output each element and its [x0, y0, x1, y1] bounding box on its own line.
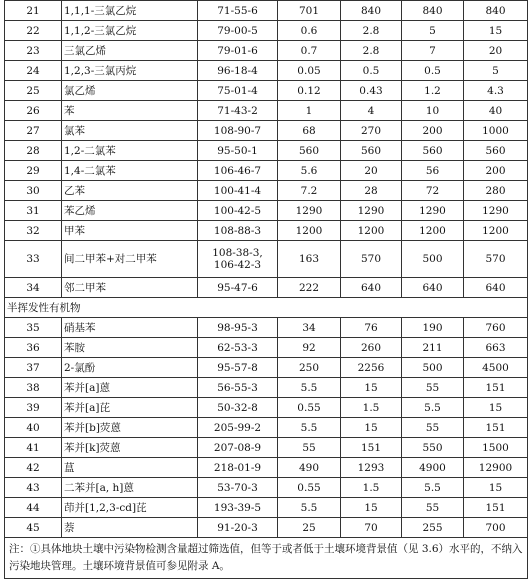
value-col-3: 550	[402, 438, 464, 458]
value-col-1: 5.5	[278, 498, 341, 518]
row-number: 30	[5, 181, 62, 201]
cas-number: 56-55-3	[198, 378, 278, 398]
value-col-2: 0.43	[341, 81, 402, 101]
table-row	[5, 458, 528, 478]
value-col-4: 40	[464, 101, 528, 121]
value-col-1: 250	[278, 358, 341, 378]
value-col-4: 1200	[464, 221, 528, 241]
cas-number: 218-01-9	[198, 458, 278, 478]
value-col-1: 490	[278, 458, 341, 478]
table-row	[5, 181, 528, 201]
row-number: 33	[5, 241, 62, 278]
value-col-3: 55	[402, 418, 464, 438]
value-col-1: 222	[278, 278, 341, 298]
value-col-1: 34	[278, 318, 341, 338]
table-row	[5, 41, 528, 61]
row-number: 24	[5, 61, 62, 81]
row-number: 39	[5, 398, 62, 418]
pollutant-screening-table	[4, 0, 528, 579]
cas-number: 205-99-2	[198, 418, 278, 438]
pollutant-name: 1,2-二氯苯	[62, 141, 198, 161]
table-row	[5, 318, 528, 338]
pollutant-name: 蒀	[62, 458, 198, 478]
value-col-3: 0.5	[402, 61, 464, 81]
value-col-2: 1200	[341, 221, 402, 241]
value-col-2: 2.8	[341, 41, 402, 61]
value-col-1: 1	[278, 101, 341, 121]
value-col-2: 15	[341, 378, 402, 398]
table-footnote: 注：①具体地块土壤中污染物检测含量超过筛选值，但等于或者低于土壤环境背景值（见 3.6）水平的，不纳入污染地块管理。土壤环境背景值可参见附录 A。	[5, 538, 528, 579]
table-row	[5, 121, 528, 141]
value-col-4: 151	[464, 418, 528, 438]
table-row	[5, 1, 528, 21]
row-number: 44	[5, 498, 62, 518]
cas-number: 71-55-6	[198, 1, 278, 21]
value-col-4: 20	[464, 41, 528, 61]
value-col-1: 0.6	[278, 21, 341, 41]
table-row	[5, 378, 528, 398]
value-col-4: 4500	[464, 358, 528, 378]
value-col-2: 1.5	[341, 398, 402, 418]
table-row	[5, 518, 528, 538]
value-col-3: 1.2	[402, 81, 464, 101]
cas-number: 79-00-5	[198, 21, 278, 41]
cas-number: 62-53-3	[198, 338, 278, 358]
cas-number	[198, 241, 278, 278]
value-col-3: 500	[402, 241, 464, 278]
value-col-3: 7	[402, 41, 464, 61]
value-col-2: 151	[341, 438, 402, 458]
value-col-3: 1290	[402, 201, 464, 221]
value-col-3: 5.5	[402, 398, 464, 418]
value-col-3: 10	[402, 101, 464, 121]
value-col-1: 68	[278, 121, 341, 141]
value-col-2: 15	[341, 498, 402, 518]
row-number: 43	[5, 478, 62, 498]
value-col-1: 5.5	[278, 378, 341, 398]
note-row	[5, 538, 528, 579]
value-col-2: 76	[341, 318, 402, 338]
table-row	[5, 161, 528, 181]
row-number: 31	[5, 201, 62, 221]
pollutant-name: 二苯并[a, h]蒽	[62, 478, 198, 498]
value-col-1: 0.05	[278, 61, 341, 81]
value-col-2: 1290	[341, 201, 402, 221]
pollutant-name: 乙苯	[62, 181, 198, 201]
value-col-2: 15	[341, 418, 402, 438]
table-row	[5, 221, 528, 241]
value-col-2: 1.5	[341, 478, 402, 498]
value-col-2: 4	[341, 101, 402, 121]
value-col-3: 5	[402, 21, 464, 41]
value-col-4: 4.3	[464, 81, 528, 101]
value-col-2: 570	[341, 241, 402, 278]
value-col-3: 640	[402, 278, 464, 298]
value-col-1: 560	[278, 141, 341, 161]
table-row	[5, 101, 528, 121]
pollutant-name: 1,2,3-三氯丙烷	[62, 61, 198, 81]
row-number: 38	[5, 378, 62, 398]
note-group	[5, 538, 528, 579]
row-number: 40	[5, 418, 62, 438]
value-col-4: 570	[464, 241, 528, 278]
value-col-2: 1293	[341, 458, 402, 478]
value-col-2: 2256	[341, 358, 402, 378]
cas-number: 98-95-3	[198, 318, 278, 338]
cas-number: 207-08-9	[198, 438, 278, 458]
section-label-semivolatile: 半挥发性有机物	[5, 298, 528, 318]
value-col-3: 500	[402, 358, 464, 378]
value-col-3: 200	[402, 121, 464, 141]
value-col-1: 701	[278, 1, 341, 21]
value-col-3: 190	[402, 318, 464, 338]
value-col-3: 5.5	[402, 478, 464, 498]
value-col-1: 92	[278, 338, 341, 358]
value-col-2: 28	[341, 181, 402, 201]
value-col-1: 25	[278, 518, 341, 538]
pollutant-name: 1,1,1-三氯乙烷	[62, 1, 198, 21]
value-col-3: 4900	[402, 458, 464, 478]
table-row	[5, 398, 528, 418]
value-col-4: 1290	[464, 201, 528, 221]
table-row	[5, 141, 528, 161]
pollutant-name: 甲苯	[62, 221, 198, 241]
row-number: 27	[5, 121, 62, 141]
value-col-1: 55	[278, 438, 341, 458]
pollutant-name: 苯	[62, 101, 198, 121]
value-col-1: 0.55	[278, 398, 341, 418]
value-col-4: 280	[464, 181, 528, 201]
row-number: 23	[5, 41, 62, 61]
value-col-2: 70	[341, 518, 402, 538]
row-number: 41	[5, 438, 62, 458]
row-number: 32	[5, 221, 62, 241]
value-col-4: 1500	[464, 438, 528, 458]
value-col-4: 151	[464, 498, 528, 518]
table-row	[5, 418, 528, 438]
value-col-4: 5	[464, 61, 528, 81]
row-number: 29	[5, 161, 62, 181]
cas-number: 108-90-7	[198, 121, 278, 141]
row-number: 37	[5, 358, 62, 378]
cas-number: 106-46-7	[198, 161, 278, 181]
pollutant-name: 邻二甲苯	[62, 278, 198, 298]
value-col-1: 5.6	[278, 161, 341, 181]
cas-line-1: 108-38-3,	[212, 247, 263, 259]
table-row	[5, 21, 528, 41]
pollutant-name: 氯苯	[62, 121, 198, 141]
value-col-1: 0.12	[278, 81, 341, 101]
value-col-3: 72	[402, 181, 464, 201]
semivolatile-rows	[5, 318, 528, 538]
cas-number: 53-70-3	[198, 478, 278, 498]
value-col-1: 1200	[278, 221, 341, 241]
value-col-1: 0.7	[278, 41, 341, 61]
cas-number: 100-41-4	[198, 181, 278, 201]
value-col-3: 840	[402, 1, 464, 21]
pollutant-name: 三氯乙烯	[62, 41, 198, 61]
pollutant-name: 1,4-二氯苯	[62, 161, 198, 181]
pollutant-name: 茚并[1,2,3-cd]芘	[62, 498, 198, 518]
value-col-3: 255	[402, 518, 464, 538]
cas-number: 96-18-4	[198, 61, 278, 81]
row-number: 36	[5, 338, 62, 358]
pollutant-name: 苯并[a]蒽	[62, 378, 198, 398]
value-col-3: 55	[402, 378, 464, 398]
value-col-4: 15	[464, 478, 528, 498]
value-col-1: 0.55	[278, 478, 341, 498]
cas-number: 100-42-5	[198, 201, 278, 221]
table-row	[5, 61, 528, 81]
value-col-4: 151	[464, 378, 528, 398]
value-col-3: 55	[402, 498, 464, 518]
table-row	[5, 478, 528, 498]
value-col-4: 663	[464, 338, 528, 358]
value-col-4: 12900	[464, 458, 528, 478]
value-col-4: 700	[464, 518, 528, 538]
value-col-1: 163	[278, 241, 341, 278]
row-number: 26	[5, 101, 62, 121]
cas-number: 95-47-6	[198, 278, 278, 298]
cas-number: 79-01-6	[198, 41, 278, 61]
row-number: 22	[5, 21, 62, 41]
cas-number: 95-57-8	[198, 358, 278, 378]
row-number: 25	[5, 81, 62, 101]
table-row	[5, 81, 528, 101]
cas-number: 193-39-5	[198, 498, 278, 518]
pollutant-name: 硝基苯	[62, 318, 198, 338]
value-col-2: 260	[341, 338, 402, 358]
cas-number: 71-43-2	[198, 101, 278, 121]
value-col-2: 2.8	[341, 21, 402, 41]
table-row	[5, 498, 528, 518]
value-col-4: 840	[464, 1, 528, 21]
value-col-4: 1000	[464, 121, 528, 141]
pollutant-name: 苯并[k]荧蒽	[62, 438, 198, 458]
value-col-2: 270	[341, 121, 402, 141]
value-col-2: 840	[341, 1, 402, 21]
pollutant-name: 2-氯酚	[62, 358, 198, 378]
cas-number: 95-50-1	[198, 141, 278, 161]
value-col-3: 1200	[402, 221, 464, 241]
table-row	[5, 278, 528, 298]
pollutant-name: 萘	[62, 518, 198, 538]
value-col-1: 7.2	[278, 181, 341, 201]
row-number: 34	[5, 278, 62, 298]
cas-number: 50-32-8	[198, 398, 278, 418]
value-col-4: 640	[464, 278, 528, 298]
table-row	[5, 358, 528, 378]
pollutant-name: 苯并[b]荧蒽	[62, 418, 198, 438]
value-col-4: 560	[464, 141, 528, 161]
cas-number: 75-01-4	[198, 81, 278, 101]
row-number: 21	[5, 1, 62, 21]
pollutant-name: 苯胺	[62, 338, 198, 358]
cas-number: 108-88-3	[198, 221, 278, 241]
table-row	[5, 338, 528, 358]
value-col-4: 15	[464, 21, 528, 41]
pollutant-name: 1,1,2-三氯乙烷	[62, 21, 198, 41]
volatile-rows	[5, 1, 528, 241]
table-row	[5, 241, 528, 278]
row-33-group	[5, 241, 528, 318]
cas-number: 91-20-3	[198, 518, 278, 538]
value-col-4: 15	[464, 398, 528, 418]
row-number: 42	[5, 458, 62, 478]
value-col-2: 560	[341, 141, 402, 161]
row-number: 35	[5, 318, 62, 338]
pollutant-name: 苯并[a]芘	[62, 398, 198, 418]
value-col-4: 200	[464, 161, 528, 181]
pollutant-name: 苯乙烯	[62, 201, 198, 221]
value-col-1: 1290	[278, 201, 341, 221]
value-col-2: 0.5	[341, 61, 402, 81]
table-row	[5, 201, 528, 221]
pollutant-name: 氯乙烯	[62, 81, 198, 101]
value-col-2: 640	[341, 278, 402, 298]
cas-line-2: 106-42-3	[213, 259, 262, 271]
table-row	[5, 438, 528, 458]
value-col-3: 560	[402, 141, 464, 161]
value-col-1: 5.5	[278, 418, 341, 438]
row-number: 45	[5, 518, 62, 538]
pollutant-name: 间二甲苯+对二甲苯	[62, 241, 198, 278]
value-col-3: 211	[402, 338, 464, 358]
section-header-row	[5, 298, 528, 318]
row-number: 28	[5, 141, 62, 161]
value-col-4: 760	[464, 318, 528, 338]
value-col-2: 20	[341, 161, 402, 181]
value-col-3: 56	[402, 161, 464, 181]
